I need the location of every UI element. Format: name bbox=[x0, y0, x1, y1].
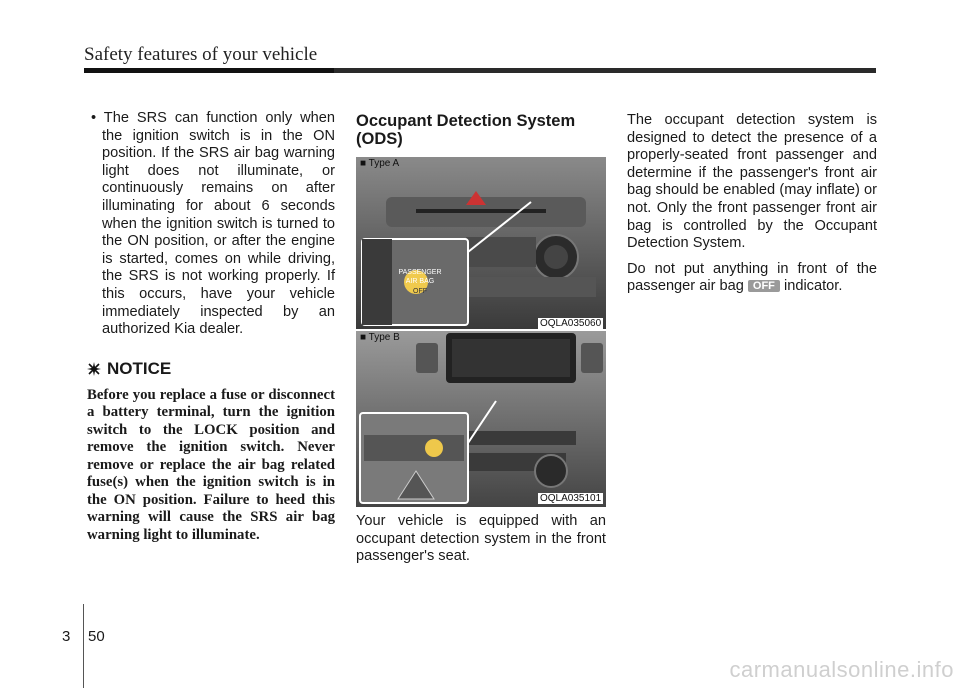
chapter-number: 3 bbox=[62, 628, 71, 645]
type-a-callout-badge: OFF bbox=[413, 288, 427, 295]
type-b-image-code: OQLA035101 bbox=[540, 493, 602, 504]
notice-star-icon bbox=[87, 362, 101, 376]
notice-heading bbox=[87, 359, 335, 379]
type-a-photo bbox=[356, 157, 606, 329]
header-rule-accent bbox=[84, 68, 334, 73]
column-left bbox=[87, 110, 335, 544]
srs-bullet-text: • The SRS can function only when the ignition switch is in the ON position. If the SRS air bag warning light does not illuminate, or continuously remains on after illuminating for about 6 seconds when the ignition switch is turned to the ON position, or after the engine is started, comes on while driving, the SRS is not working properly. If this occurs, have your vehicle immediately inspected by an authorized Kia dealer. bbox=[91, 110, 335, 338]
type-b-label: ■ Type B bbox=[360, 332, 400, 343]
column-middle-heading bbox=[356, 112, 606, 148]
notice-body: Before you replace a fuse or disconnect a battery terminal, turn the ignition switch to the LOCK position and remove the ignition switch. Never remove or replace the air bag related fuse(s) when the ignition switch is in the ON position. Failure to heed this warning will cause the SRS air bag warning light to illuminate. bbox=[87, 386, 335, 543]
notice-title: NOTICE bbox=[107, 358, 172, 378]
type-a-image-code: OQLA035060 bbox=[540, 318, 602, 329]
column-right bbox=[627, 112, 877, 304]
page-header-title: Safety features of your vehicle bbox=[84, 44, 318, 65]
airbag-off-indicator-icon: OFF bbox=[748, 280, 780, 292]
footer-divider bbox=[83, 604, 84, 688]
airbag-indicator-paragraph bbox=[627, 261, 877, 296]
page-number: 50 bbox=[88, 628, 105, 645]
type-a-label: ■ Type A bbox=[360, 158, 400, 169]
type-a-callout-line2: AIR BAG bbox=[405, 278, 435, 285]
type-a-callout-line1: PASSENGER bbox=[398, 269, 442, 276]
ods-purpose-paragraph: The occupant detection system is designed to detect the presence of a properly-seated front passenger and determine if the passenger's front air bag should be enabled (may inflate) or not. Only the front passenger front air bag is controlled by the Occupant Detection System. bbox=[627, 112, 877, 252]
section-title: Occupant Detection System (ODS) bbox=[356, 112, 576, 148]
type-b-photo bbox=[356, 331, 606, 507]
type-a-dashboard-illustration bbox=[356, 157, 606, 329]
watermark: carmanualsonline.info bbox=[729, 657, 954, 682]
indicator-text-after: indicator. bbox=[783, 278, 843, 295]
indicator-text-before: Do not put anything in front of the passenger air bag bbox=[627, 260, 877, 295]
ods-description: Your vehicle is equipped with an occupant detection system in the front passenger's seat. bbox=[356, 513, 606, 565]
type-b-dashboard-illustration bbox=[356, 331, 606, 507]
